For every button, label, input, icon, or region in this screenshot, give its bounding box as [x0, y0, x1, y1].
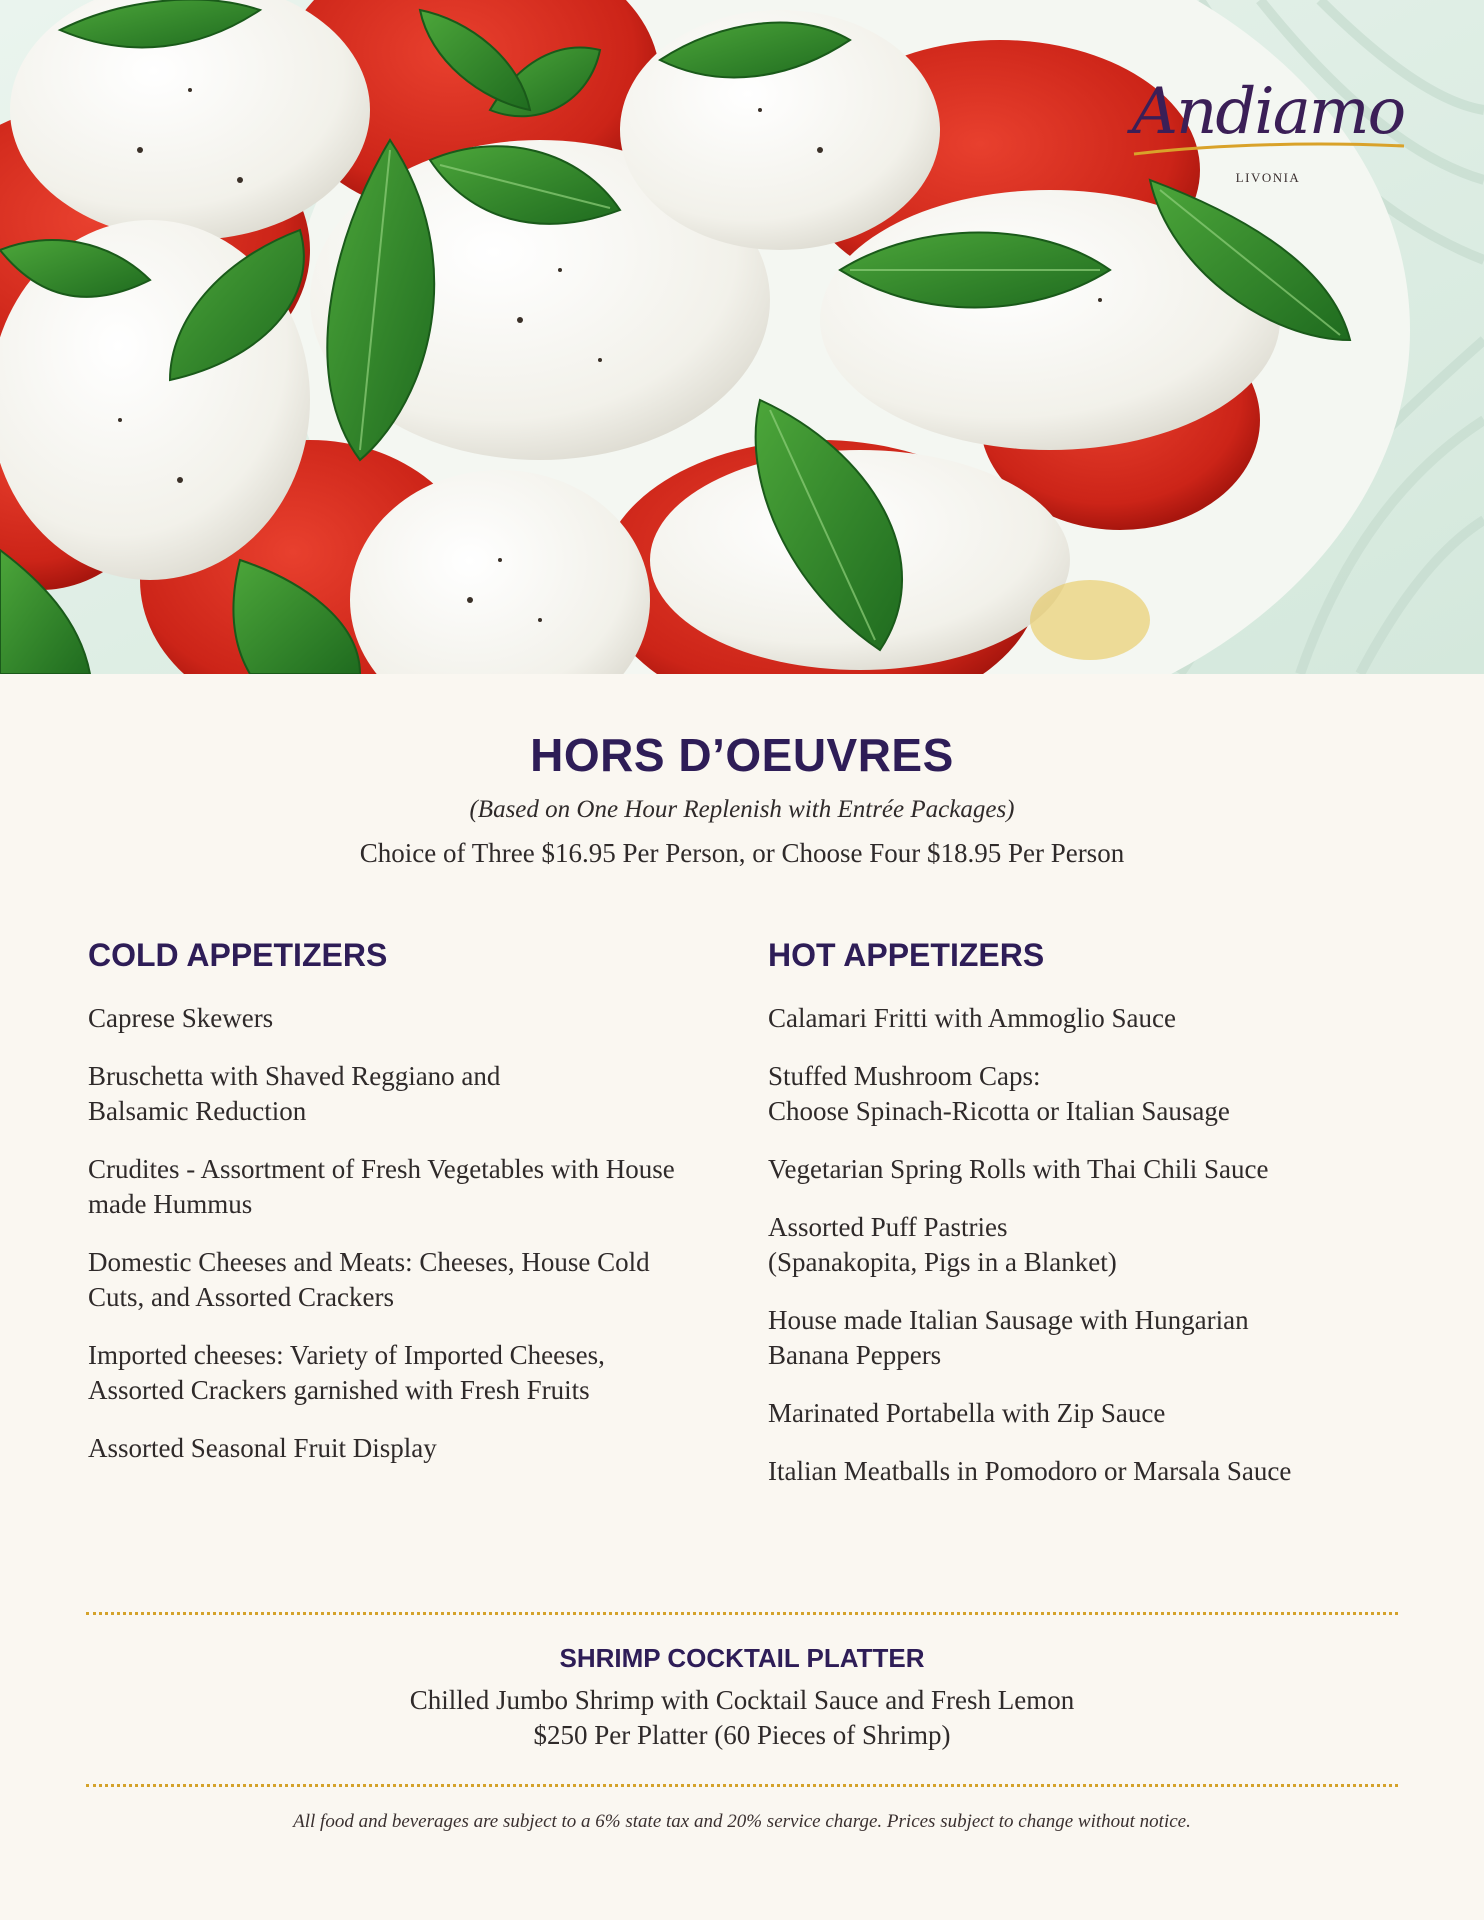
menu-item — [88, 1431, 748, 1466]
cold-appetizers-list — [88, 1001, 748, 1466]
menu-item-line: Imported cheeses: Variety of Imported Cheeses, — [88, 1340, 605, 1371]
divider-top — [86, 1612, 1398, 1615]
menu-item — [768, 1152, 1428, 1187]
hot-appetizers-heading: HOT APPETIZERS — [768, 937, 1045, 973]
menu-item — [88, 1059, 748, 1129]
menu-item-line: Italian Meatballs in Pomodoro or Marsala Sauce — [768, 1456, 1292, 1487]
menu-item — [768, 1303, 1428, 1373]
pricing-line: Choice of Three $16.95 Per Person, or Choose Four $18.95 Per Person — [359, 837, 1125, 868]
menu-item-line: House made Italian Sausage with Hungarian — [768, 1305, 1249, 1336]
menu-item-line: Bruschetta with Shaved Reggiano and — [88, 1061, 501, 1092]
shrimp-platter-price: $250 Per Platter (60 Pieces of Shrimp) — [533, 1719, 951, 1750]
menu-item-line: Vegetarian Spring Rolls with Thai Chili Sauce — [768, 1154, 1269, 1185]
hot-appetizers-list — [768, 1001, 1428, 1489]
menu-item-line: (Spanakopita, Pigs in a Blanket) — [768, 1247, 1117, 1278]
brand-wordmark: Andiamo — [1131, 75, 1405, 149]
menu-item — [88, 1001, 748, 1036]
menu-item — [768, 1059, 1428, 1129]
menu-item-line: Marinated Portabella with Zip Sauce — [768, 1398, 1166, 1429]
menu-item-line: Banana Peppers — [768, 1340, 942, 1371]
menu-item-line: Caprese Skewers — [88, 1003, 274, 1034]
menu-item-line: Assorted Seasonal Fruit Display — [88, 1433, 437, 1464]
menu-item-line: made Hummus — [88, 1189, 253, 1220]
divider-bottom — [86, 1784, 1398, 1787]
menu-item-line: Assorted Puff Pastries — [768, 1212, 1008, 1243]
menu-item-line: Assorted Crackers garnished with Fresh Fruits — [88, 1375, 590, 1406]
hot-appetizers-section — [768, 938, 1428, 1512]
menu-item-line: Cuts, and Assorted Crackers — [88, 1282, 394, 1313]
menu-item — [88, 1338, 748, 1408]
menu-item-line: Domestic Cheeses and Meats: Cheeses, House Cold — [88, 1247, 650, 1278]
cold-appetizers-heading: COLD APPETIZERS — [88, 937, 388, 973]
logo-swoosh-icon — [1128, 142, 1408, 156]
page-title: HORS D’OEUVRES — [530, 729, 954, 781]
cold-appetizers-section — [88, 938, 748, 1489]
footer-disclaimer: All food and beverages are subject to a 6% state tax and 20% service charge. Prices subject to change without notice. — [293, 1811, 1191, 1832]
menu-item-line: Crudites - Assortment of Fresh Vegetables with House — [88, 1154, 675, 1185]
menu-item — [768, 1454, 1428, 1489]
menu-item-line: Balsamic Reduction — [88, 1096, 307, 1127]
menu-item — [768, 1001, 1428, 1036]
shrimp-platter-heading: SHRIMP COCKTAIL PLATTER — [559, 1643, 925, 1673]
menu-item — [768, 1396, 1428, 1431]
hero-photo — [0, 0, 1484, 674]
shrimp-platter-section — [0, 1644, 1484, 1753]
menu-item-line: Calamari Fritti with Ammoglio Sauce — [768, 1003, 1176, 1034]
brand-location: LIVONIA — [1235, 170, 1301, 185]
shrimp-platter-description: Chilled Jumbo Shrimp with Cocktail Sauce and Fresh Lemon — [409, 1684, 1075, 1715]
menu-item — [88, 1245, 748, 1315]
title-block — [0, 730, 1484, 869]
page-subtitle: (Based on One Hour Replenish with Entrée Packages) — [469, 795, 1015, 823]
menu-item — [88, 1152, 748, 1222]
brand-logo — [1128, 75, 1408, 200]
menu-item-line: Choose Spinach-Ricotta or Italian Sausage — [768, 1096, 1230, 1127]
menu-item — [768, 1210, 1428, 1280]
menu-item-line: Stuffed Mushroom Caps: — [768, 1061, 1041, 1092]
